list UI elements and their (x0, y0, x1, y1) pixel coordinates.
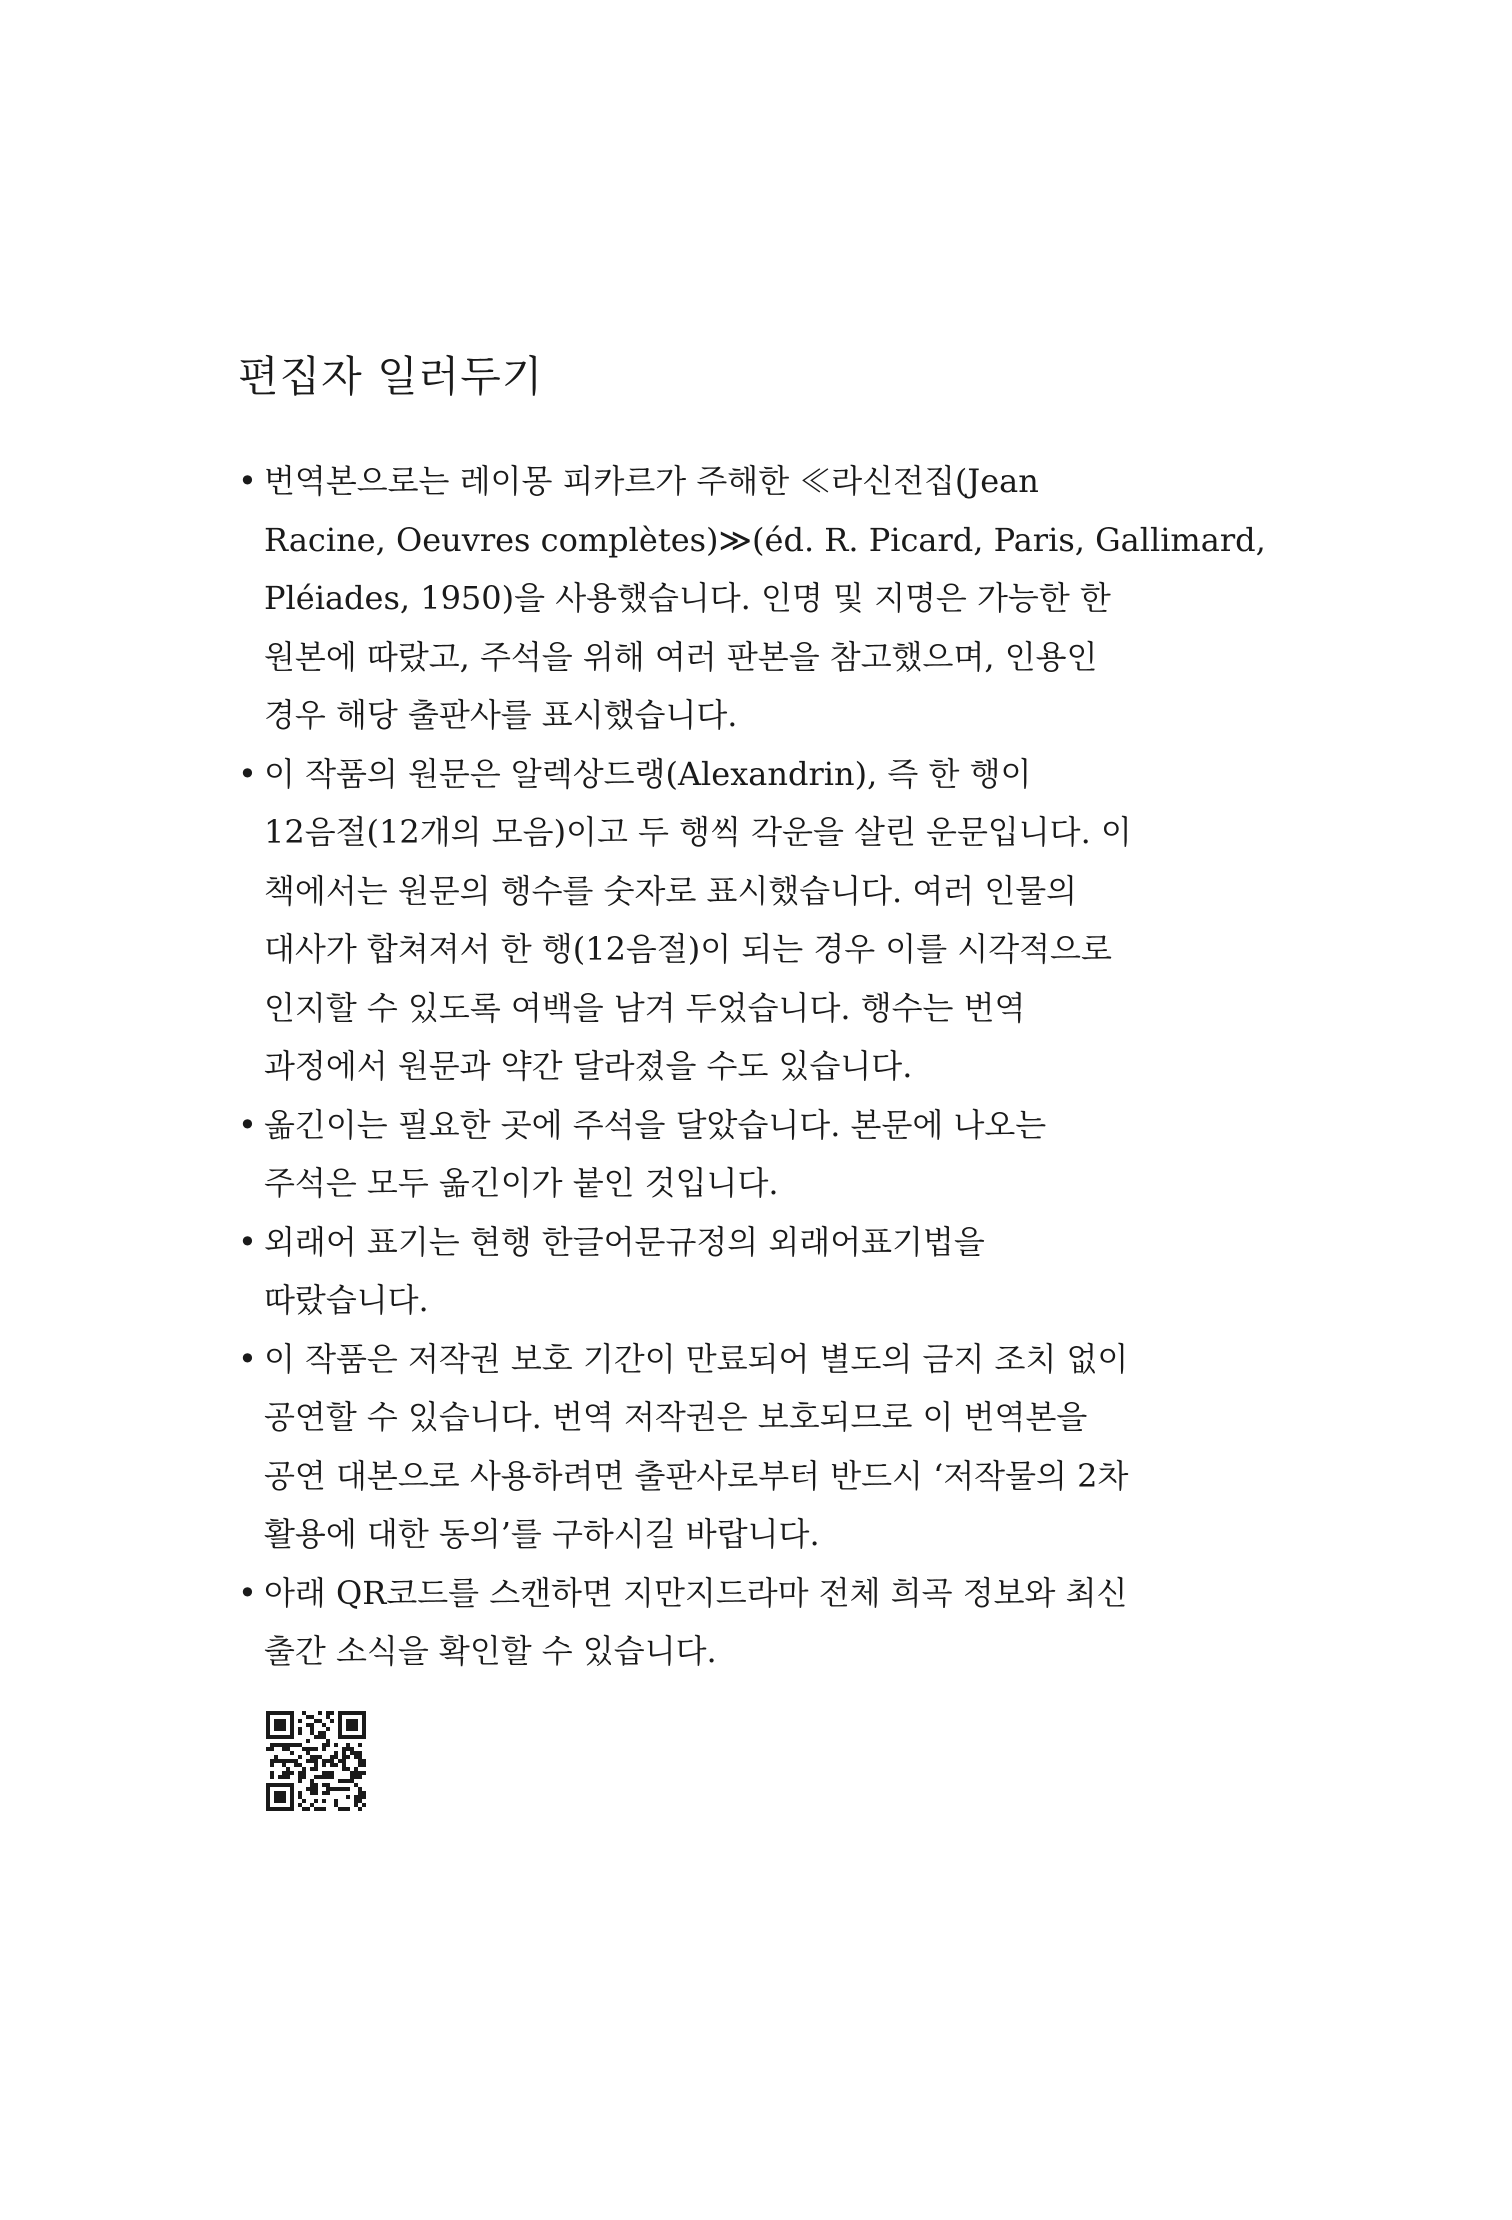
note-line: 주석은 모두 옮긴이가 붙인 것입니다. (264, 1164, 779, 1203)
note-line: 이 작품의 원문은 알렉상드랭(Alexandrin), 즉 한 행이 (264, 754, 1032, 793)
note-item (238, 1213, 1278, 1330)
note-line: Pléiades, 1950)을 사용했습니다. 인명 및 지명은 가능한 한 (264, 579, 1111, 618)
note-item (238, 1096, 1278, 1213)
note-item (238, 745, 1278, 1096)
note-line: 따랐습니다. (264, 1281, 429, 1320)
note-line: 공연 대본으로 사용하려면 출판사로부터 반드시 ‘저작물의 2차 (264, 1456, 1129, 1495)
note-line: 과정에서 원문과 약간 달라졌을 수도 있습니다. (264, 1047, 913, 1086)
note-line: 12음절(12개의 모음)이고 두 행씩 각운을 살린 운문입니다. 이 (264, 813, 1132, 852)
note-line: 아래 QR코드를 스캔하면 지만지드라마 전체 희곡 정보와 최신 (264, 1573, 1128, 1612)
editor-notes-section (238, 352, 1278, 1811)
note-item (238, 1564, 1278, 1681)
bullet-icon: • (238, 1339, 257, 1378)
note-line: 출간 소식을 확인할 수 있습니다. (264, 1632, 717, 1671)
note-line: 인지할 수 있도록 여백을 남겨 두었습니다. 행수는 번역 (264, 988, 1026, 1027)
note-line: 이 작품은 저작권 보호 기간이 만료되어 별도의 금지 조치 없이 (264, 1339, 1129, 1378)
note-line: 활용에 대한 동의’를 구하시길 바랍니다. (264, 1515, 820, 1554)
page-title: 편집자 일러두기 (238, 352, 544, 401)
note-line: 외래어 표기는 현행 한글어문규정의 외래어표기법을 (264, 1222, 985, 1261)
note-line: 대사가 합쳐져서 한 행(12음절)이 되는 경우 이를 시각적으로 (264, 930, 1112, 969)
notes-list (238, 452, 1278, 1681)
bullet-icon: • (238, 1105, 257, 1144)
note-item (238, 1330, 1278, 1564)
note-line: 원본에 따랐고, 주석을 위해 여러 판본을 참고했으며, 인용인 (264, 637, 1098, 676)
bullet-icon: • (238, 754, 257, 793)
note-line: Racine, Oeuvres complètes)≫(éd. R. Picard, Paris, Gallimard, (264, 520, 1266, 559)
note-item (238, 452, 1278, 745)
note-line: 번역본으로는 레이몽 피카르가 주해한 ≪라신전집(Jean (264, 462, 1039, 501)
bullet-icon: • (238, 1222, 257, 1261)
note-line: 공연할 수 있습니다. 번역 저작권은 보호되므로 이 번역본을 (264, 1398, 1088, 1437)
bullet-icon: • (238, 462, 257, 501)
note-line: 책에서는 원문의 행수를 숫자로 표시했습니다. 여러 인물의 (264, 871, 1078, 910)
note-line: 옮긴이는 필요한 곳에 주석을 달았습니다. 본문에 나오는 (264, 1105, 1047, 1144)
bullet-icon: • (238, 1573, 257, 1612)
qr-code-icon[interactable] (266, 1711, 366, 1811)
note-line: 경우 해당 출판사를 표시했습니다. (264, 696, 738, 735)
